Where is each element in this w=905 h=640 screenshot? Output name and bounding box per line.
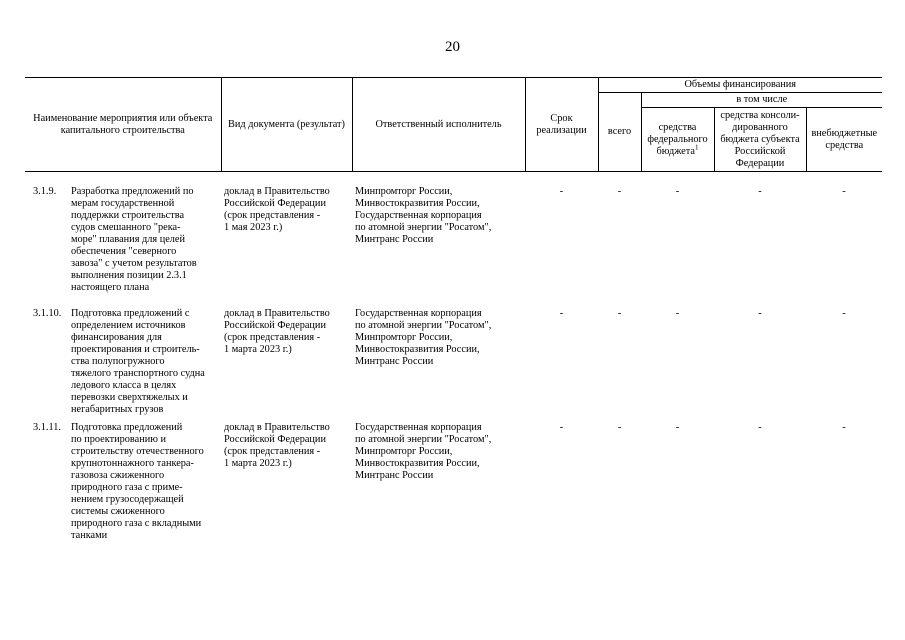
header-funding-group: Объемы финансирования: [598, 78, 882, 93]
header-total: всего: [598, 93, 641, 172]
row-consolidated: -: [758, 308, 762, 319]
row-document: доклад в Правительство Российской Федерации (срок представления - 1 марта 2023 г.): [224, 422, 330, 469]
header-name: Наименование мероприятия или объекта капитального строительства: [25, 78, 221, 172]
row-term: -: [559, 308, 564, 319]
row-number: 3.1.9.: [33, 186, 57, 197]
row-executor: Минпромторг России, Минвостокразвития России, Государственная корпорация по атомной энергии "Росатом", Минтранс России: [355, 186, 492, 245]
row-name: Подготовка предложений с определением источников финансирования для проектирования и строитель- ства полупогружного тяжелого транспортного судна ледового класса в целях перевозки сверхтяжелых и негабаритных грузов: [71, 308, 205, 415]
row-consolidated: -: [758, 422, 762, 433]
header-including: в том числе: [641, 93, 882, 108]
row-name: Подготовка предложений по проектированию и строительству отечественного крупнотоннажного танкера- газовоза сжиженного природного газа с приме- нением грузосодержащей системы сжиженного природного газа с вкладными танками: [71, 422, 204, 541]
row-term: -: [559, 186, 564, 197]
header-consolidated: средства консоли-дированного бюджета субъекта Российской Федерации: [714, 108, 806, 172]
row-total: -: [617, 186, 622, 197]
header-federal-footnote: 1: [694, 143, 699, 152]
row-document: доклад в Правительство Российской Федерации (срок представления - 1 марта 2023 г.): [224, 308, 330, 355]
table-row: [25, 294, 882, 416]
row-total: -: [617, 422, 622, 433]
row-extra: -: [842, 422, 846, 433]
header-term: Срок реализации: [525, 78, 598, 172]
row-total: -: [617, 308, 622, 319]
header-federal-text: средства федерального бюджета: [647, 121, 708, 157]
row-name: Разработка предложений по мерам государственной поддержки строительства судов смешанного "река- море" плавания для целей обеспечения "северного завоза" с учетом результатов выполнения позиции 2.3.1 настоящего плана: [71, 186, 197, 293]
row-federal: -: [675, 308, 680, 319]
row-consolidated: -: [758, 186, 762, 197]
row-federal: -: [675, 186, 680, 197]
header-doc: Вид документа (результат): [221, 78, 352, 172]
header-executor: Ответственный исполнитель: [352, 78, 525, 172]
row-number: 3.1.10.: [33, 308, 62, 319]
funding-table: [25, 77, 882, 542]
header-extra: внебюджетные средства: [806, 108, 882, 172]
table-row: [25, 416, 882, 542]
row-executor: Государственная корпорация по атомной энергии "Росатом", Минпромторг России, Минвостокразвития России, Минтранс России: [355, 308, 492, 367]
row-federal: -: [675, 422, 680, 433]
row-extra: -: [842, 186, 846, 197]
row-document: доклад в Правительство Российской Федерации (срок представления - 1 мая 2023 г.): [224, 186, 330, 233]
page-number: 20: [445, 39, 460, 55]
row-term: -: [559, 422, 564, 433]
header-federal: [641, 108, 714, 172]
row-executor: Государственная корпорация по атомной энергии "Росатом", Минпромторг России, Минвостокразвития России, Минтранс России: [355, 422, 492, 481]
row-extra: -: [842, 308, 846, 319]
row-number: 3.1.11.: [33, 422, 61, 433]
table-row: [25, 172, 882, 295]
